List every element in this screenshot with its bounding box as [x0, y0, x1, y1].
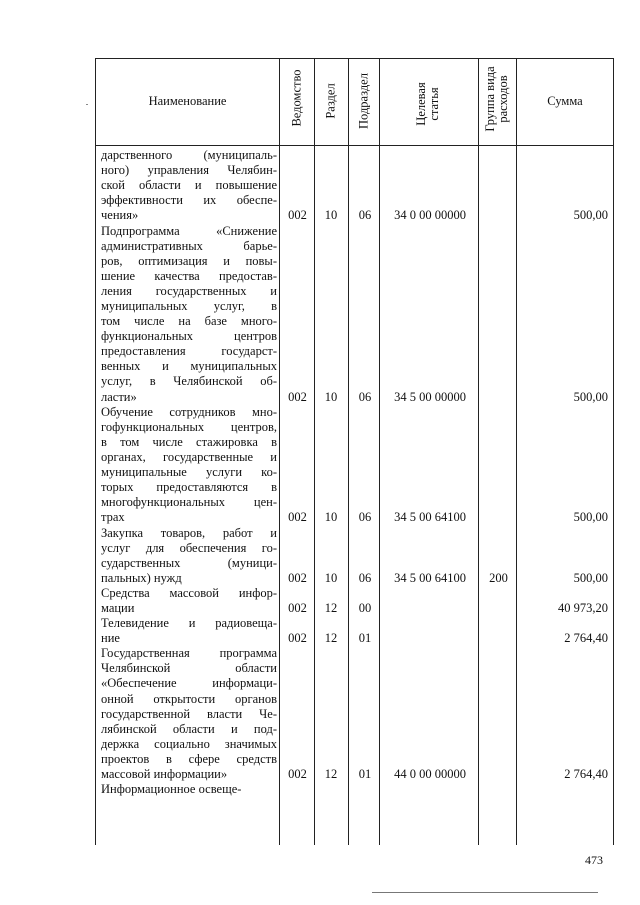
row-vedomstvo: 002	[288, 510, 307, 525]
row-podrazdel: 06	[358, 570, 372, 585]
row-razdel: 10	[324, 389, 338, 404]
row-vedomstvo: 002	[288, 631, 307, 646]
row-podrazdel: 06	[358, 510, 372, 525]
row-name-line: Государственная программа	[101, 646, 277, 661]
row-name-line: Челябинской области	[101, 661, 277, 676]
header-celevaya	[415, 82, 441, 125]
row-name-line: многофункциональных цен-	[101, 495, 277, 510]
row-summa: 2 764,40	[564, 767, 608, 782]
row-podrazdel: 00	[358, 601, 372, 615]
row-name-line: пальных) нужд	[101, 570, 182, 585]
row-name-line: лябинской области и под-	[101, 721, 277, 736]
row-vedomstvo: 002	[288, 389, 307, 404]
row-name-line: услуг, в Челябинской об-	[101, 374, 277, 389]
scan-speck	[86, 104, 88, 105]
row-summa: 500,00	[573, 208, 608, 223]
column-border-gruppa	[516, 58, 517, 845]
table-top-border	[95, 58, 614, 59]
row-name-line: ров, оптимизация и повы-	[101, 253, 277, 268]
row-name-line: административных барье-	[101, 238, 277, 253]
row-name-line: функциональных центров	[101, 329, 277, 344]
row-razdel: 12	[324, 601, 338, 615]
header-celevaya-line1: Целевая	[414, 82, 428, 126]
row-name-line: органах, государственные и	[101, 449, 277, 464]
row-name-line: эффективности их обеспе-	[101, 193, 277, 208]
row-name	[101, 224, 277, 405]
row-name-line: Обучение сотрудников мно-	[101, 404, 277, 419]
row-name-line: Закупка товаров, работ и	[101, 525, 277, 540]
row-name-line: массовой информации»	[101, 767, 228, 782]
header-name: Наименование	[148, 94, 227, 108]
header-gruppa-line2: расходов	[496, 75, 510, 123]
row-name-line: в том числе стажировка в	[101, 434, 277, 449]
row-name-line: Информационное освеще-	[101, 782, 242, 797]
row-name-line: Телевидение и радиовеща-	[101, 616, 277, 631]
row-name-line: том числе на базе много-	[101, 314, 277, 329]
row-name	[101, 782, 277, 797]
row-name-line: сударственных (муници-	[101, 555, 277, 570]
row-name-line: онной открытости органов	[101, 691, 277, 706]
row-podrazdel: 01	[358, 767, 372, 782]
column-border-vedomstvo	[314, 58, 315, 845]
row-name-line: «Обеспечение информаци-	[101, 676, 277, 691]
row-razdel: 10	[324, 510, 338, 525]
row-name-line: мации	[101, 600, 135, 615]
row-name-line: муниципальных услуг, в	[101, 298, 277, 313]
header-vedomstvo: Ведомство	[289, 69, 304, 127]
row-podrazdel: 06	[358, 208, 372, 223]
row-name-line: Средства массовой инфор-	[101, 585, 277, 600]
row-name	[101, 148, 277, 223]
row-name	[101, 586, 277, 616]
row-name-line: ние	[101, 631, 120, 646]
column-border-name	[279, 58, 280, 845]
row-celevaya-statya: 34 5 00 64100	[394, 570, 466, 585]
header-podrazdel: Подраздел	[356, 73, 371, 129]
row-summa: 40 973,20	[558, 601, 608, 615]
row-vedomstvo: 002	[288, 601, 307, 615]
row-celevaya-statya: 34 5 00 00000	[394, 389, 466, 404]
row-name-line: чения»	[101, 208, 139, 223]
page-number: 473	[585, 853, 603, 867]
column-border-podrazdel	[379, 58, 380, 845]
row-celevaya-statya: 34 0 00 00000	[394, 208, 466, 223]
row-name-line: государственной власти Че-	[101, 706, 277, 721]
row-name-line: муниципальные услуги ко-	[101, 465, 277, 480]
column-border-celevaya	[478, 58, 479, 845]
row-name-line: ласти»	[101, 389, 137, 404]
row-celevaya-statya: 34 5 00 64100	[394, 510, 466, 525]
row-name	[101, 646, 277, 782]
column-border-right	[613, 58, 614, 845]
row-gruppa-rashodov: 200	[489, 570, 508, 585]
header-gruppa	[484, 66, 510, 131]
row-summa: 500,00	[573, 389, 608, 404]
row-name-line: венных и муниципальных	[101, 359, 277, 374]
header-bottom-border	[95, 145, 614, 146]
header-summa: Сумма	[547, 94, 583, 108]
row-name-line: проектов в сфере средств	[101, 751, 277, 766]
row-name-line: ской области и повышение	[101, 178, 277, 193]
row-podrazdel: 01	[358, 631, 372, 646]
header-gruppa-line1: Группа вида	[483, 66, 497, 132]
row-summa: 500,00	[573, 510, 608, 525]
row-vedomstvo: 002	[288, 767, 307, 782]
row-name-line: трах	[101, 510, 125, 525]
row-vedomstvo: 002	[288, 570, 307, 585]
row-razdel: 12	[324, 631, 338, 646]
row-name-line: торых предоставляются в	[101, 480, 277, 495]
row-summa: 500,00	[573, 570, 608, 585]
row-razdel: 12	[324, 767, 338, 782]
header-celevaya-line2: статья	[427, 87, 441, 121]
row-name-line: дарственного (муниципаль-	[101, 148, 277, 162]
row-name	[101, 616, 277, 646]
row-name-line: держка социально значимых	[101, 736, 277, 751]
row-name-line: гофункциональных центров,	[101, 419, 277, 434]
row-name-line: ления государственных и	[101, 283, 277, 298]
row-celevaya-statya: 44 0 00 00000	[394, 767, 466, 782]
row-name	[101, 526, 277, 586]
row-name-line: предоставления государст-	[101, 344, 277, 359]
header-razdel: Раздел	[323, 83, 338, 119]
row-razdel: 10	[324, 570, 338, 585]
row-vedomstvo: 002	[288, 208, 307, 223]
scan-edge-mark	[372, 892, 598, 893]
row-name	[101, 405, 277, 526]
row-summa: 2 764,40	[564, 631, 608, 646]
row-podrazdel: 06	[358, 389, 372, 404]
row-razdel: 10	[324, 208, 338, 223]
column-border-razdel	[348, 58, 349, 845]
row-name-line: ного) управления Челябин-	[101, 163, 277, 178]
row-name-line: Подпрограмма «Снижение	[101, 223, 277, 238]
row-name-line: услуг для обеспечения го-	[101, 540, 277, 555]
column-border-left	[95, 58, 96, 845]
row-name-line: шение качества предостав-	[101, 268, 277, 283]
